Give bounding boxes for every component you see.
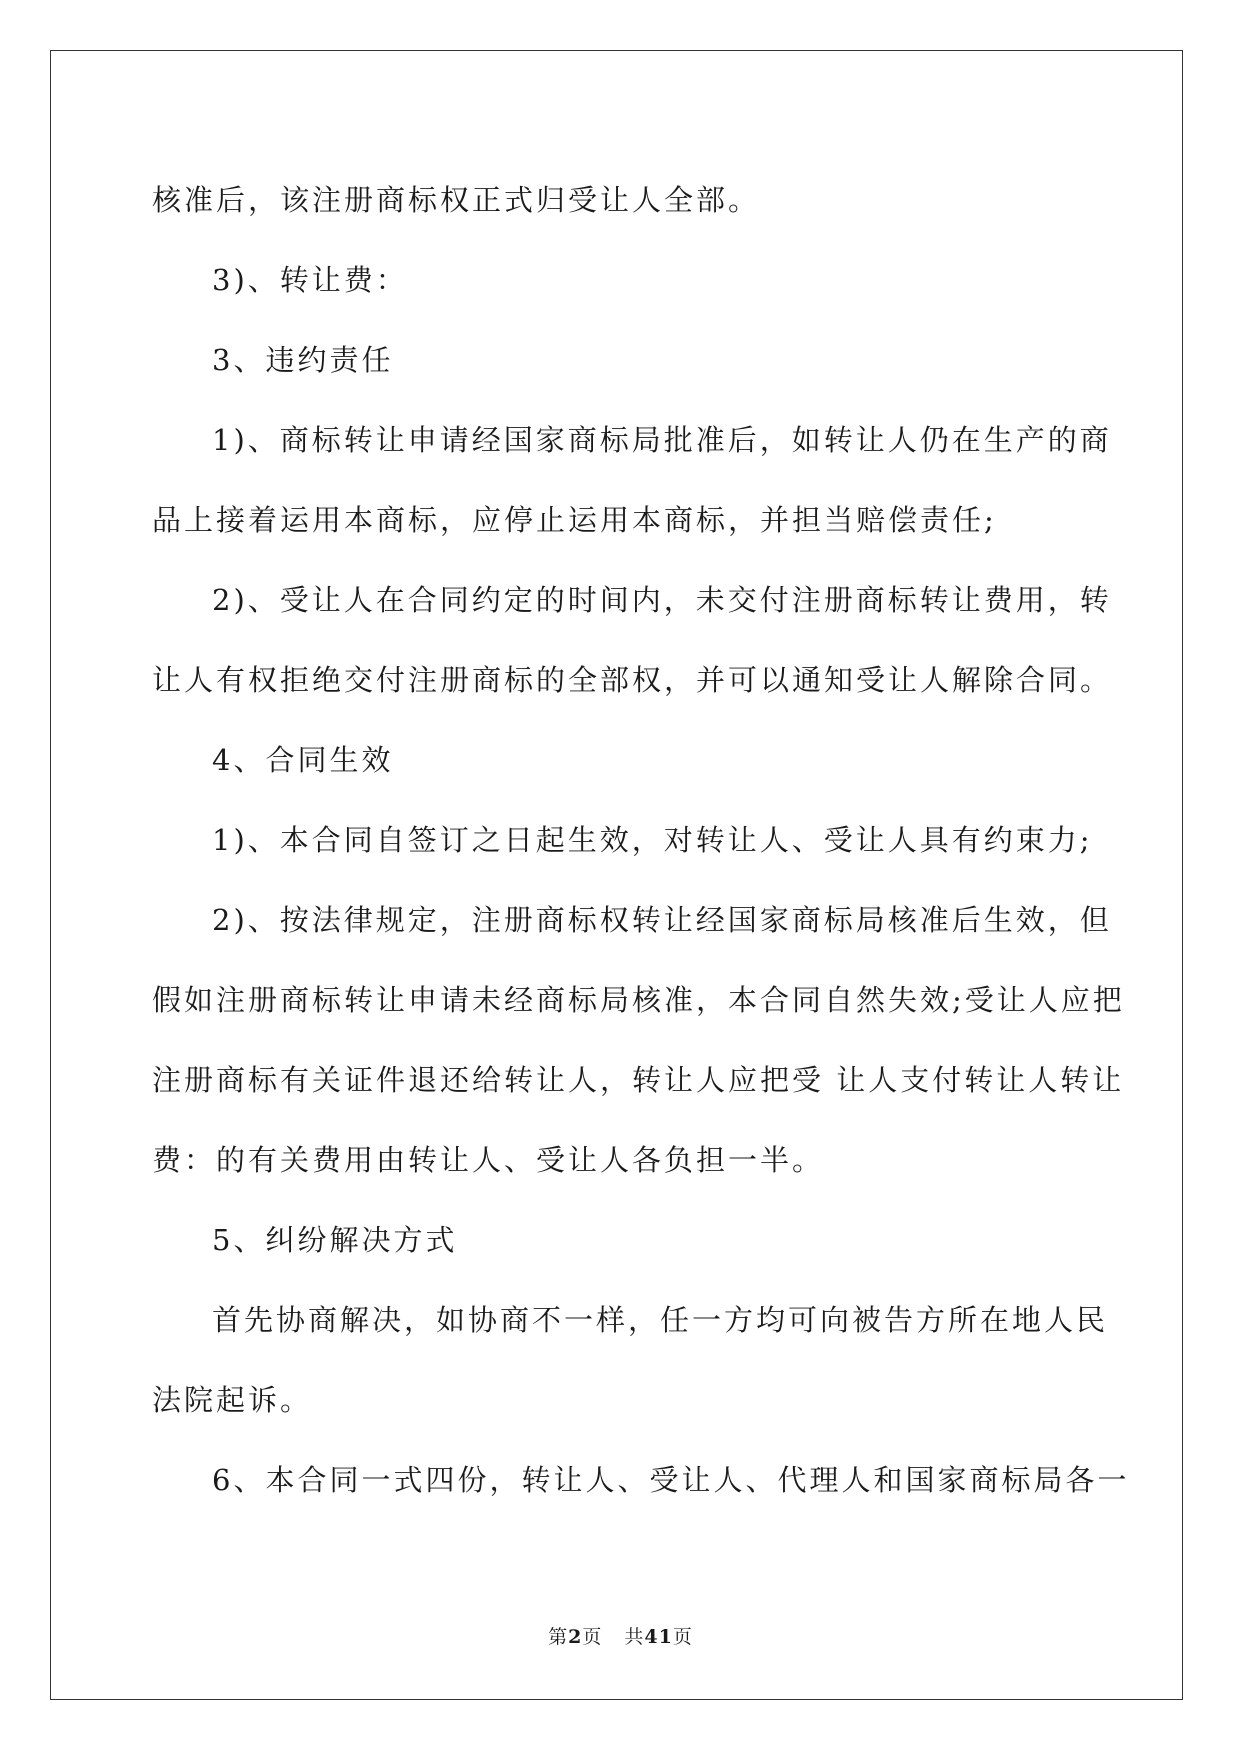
section-heading: 4、合同生效 (212, 743, 394, 777)
text-line: 1)、商标转让申请经国家商标局批准后，如转让人仍在生产的商 (212, 423, 1112, 457)
text-line: 费：的有关费用由转让人、受让人各负担一半。 (152, 1143, 825, 1177)
text-line: 品上接着运用本商标，应停止运用本商标，并担当赔偿责任; (152, 503, 997, 537)
text-line: 假如注册商标转让申请未经商标局核准，本合同自然失效;受让人应把 (152, 983, 1125, 1017)
text-line: 注册商标有关证件退还给转让人，转让人应把受 让人支付转让人转让 (152, 1063, 1125, 1097)
page-suffix: 页 (582, 1626, 603, 1648)
page-footer (0, 1622, 1241, 1649)
section-heading: 3、违约责任 (212, 343, 394, 377)
total-pages-number: 41 (644, 1626, 673, 1648)
total-prefix: 共 (624, 1626, 645, 1648)
text-line: 首先协商解决，如协商不一样，任一方均可向被告方所在地人民 (212, 1303, 1109, 1337)
current-page-number: 2 (568, 1626, 583, 1648)
text-line: 6、本合同一式四份，转让人、受让人、代理人和国家商标局各一 (212, 1463, 1130, 1497)
text-line: 法院起诉。 (152, 1383, 313, 1417)
document-body (152, 160, 1130, 1520)
page-prefix: 第 (548, 1626, 569, 1648)
total-suffix: 页 (672, 1626, 693, 1648)
text-line: 2)、受让人在合同约定的时间内，未交付注册商标转让费用，转 (212, 583, 1112, 617)
text-line: 让人有权拒绝交付注册商标的全部权，并可以通知受让人解除合同。 (152, 663, 1113, 697)
text-line: 1)、本合同自签订之日起生效，对转让人、受让人具有约束力; (212, 823, 1093, 857)
text-line: 核准后，该注册商标权正式归受让人全部。 (152, 183, 761, 217)
text-line: 3)、转让费： (212, 263, 408, 297)
text-line: 2)、按法律规定，注册商标权转让经国家商标局核准后生效，但 (212, 903, 1112, 937)
section-heading: 5、纠纷解决方式 (212, 1223, 458, 1257)
